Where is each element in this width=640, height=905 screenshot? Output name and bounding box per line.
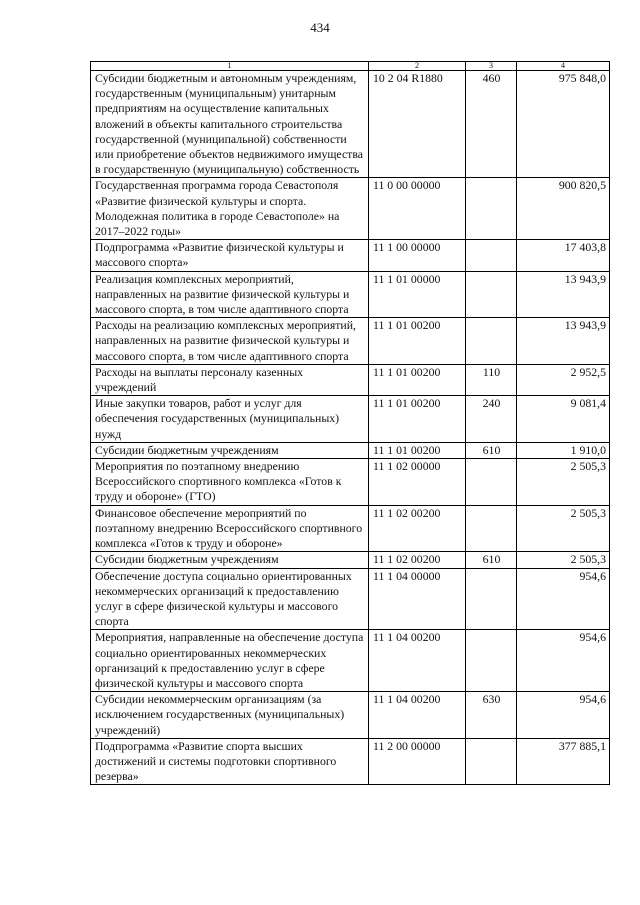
table-row xyxy=(91,318,610,365)
table-row xyxy=(91,240,610,271)
target-code: 10 2 04 R1880 xyxy=(369,71,466,178)
amount: 900 820,5 xyxy=(517,178,610,240)
expense-type xyxy=(466,178,517,240)
amount: 2 505,3 xyxy=(517,505,610,552)
table-row xyxy=(91,692,610,739)
table-row xyxy=(91,459,610,506)
target-code: 11 1 01 00200 xyxy=(369,442,466,458)
item-name: Субсидии бюджетным и автономным учреждениям, государственным (муниципальным) унитарным предприятиям на осуществление капитальных вложений в объекты капитального строительства государственной (муниципальной) собственности или приобретение объектов недвижимого имущества в государственную (муниципальную) собственность xyxy=(91,71,369,178)
target-code: 11 1 02 00200 xyxy=(369,552,466,568)
item-name: Иные закупки товаров, работ и услуг для обеспечения государственных (муниципальных) нужд xyxy=(91,396,369,443)
expense-type: 240 xyxy=(466,396,517,443)
target-code: 11 1 02 00200 xyxy=(369,505,466,552)
amount: 377 885,1 xyxy=(517,738,610,785)
item-name: Субсидии некоммерческим организациям (за исключением государственных (муниципальных) учреждений) xyxy=(91,692,369,739)
target-code: 11 0 00 00000 xyxy=(369,178,466,240)
table-row xyxy=(91,396,610,443)
budget-table xyxy=(90,61,610,785)
expense-type: 610 xyxy=(466,552,517,568)
amount: 2 505,3 xyxy=(517,459,610,506)
table-row xyxy=(91,738,610,785)
item-name: Обеспечение доступа социально ориентированных некоммерческих организаций к предоставлению услуг в сфере физической культуры и массового спорта xyxy=(91,568,369,630)
table-row xyxy=(91,271,610,318)
table-row xyxy=(91,630,610,692)
target-code: 11 2 00 00000 xyxy=(369,738,466,785)
amount: 13 943,9 xyxy=(517,318,610,365)
table-row xyxy=(91,71,610,178)
table-row xyxy=(91,568,610,630)
expense-type xyxy=(466,568,517,630)
expense-type xyxy=(466,271,517,318)
target-code: 11 1 00 00000 xyxy=(369,240,466,271)
amount: 954,6 xyxy=(517,568,610,630)
item-name: Расходы на выплаты персоналу казенных учреждений xyxy=(91,364,369,395)
target-code: 11 1 04 00200 xyxy=(369,630,466,692)
amount: 954,6 xyxy=(517,630,610,692)
item-name: Расходы на реализацию комплексных мероприятий, направленных на развитие физической культуры и массового спорта, в том числе адаптивного спорта xyxy=(91,318,369,365)
amount: 9 081,4 xyxy=(517,396,610,443)
item-name: Государственная программа города Севастополя «Развитие физической культуры и спорта. Молодежная политика в городе Севастополе» на 2017–2022 годы» xyxy=(91,178,369,240)
item-name: Мероприятия по поэтапному внедрению Всероссийского спортивного комплекса «Готов к труду и обороне» (ГТО) xyxy=(91,459,369,506)
target-code: 11 1 01 00200 xyxy=(369,364,466,395)
amount: 1 910,0 xyxy=(517,442,610,458)
expense-type: 460 xyxy=(466,71,517,178)
expense-type: 610 xyxy=(466,442,517,458)
item-name: Мероприятия, направленные на обеспечение доступа социально ориентированных некоммерческих организаций к предоставлению услуг в сфере физической культуры и массового спорта xyxy=(91,630,369,692)
expense-type xyxy=(466,318,517,365)
item-name: Субсидии бюджетным учреждениям xyxy=(91,442,369,458)
target-code: 11 1 01 00000 xyxy=(369,271,466,318)
column-number: 4 xyxy=(517,62,610,71)
item-name: Реализация комплексных мероприятий, направленных на развитие физической культуры и массового спорта, в том числе адаптивного спорта xyxy=(91,271,369,318)
target-code: 11 1 04 00000 xyxy=(369,568,466,630)
column-number: 3 xyxy=(466,62,517,71)
table-row xyxy=(91,364,610,395)
expense-type xyxy=(466,505,517,552)
amount: 975 848,0 xyxy=(517,71,610,178)
column-number: 1 xyxy=(91,62,369,71)
item-name: Субсидии бюджетным учреждениям xyxy=(91,552,369,568)
expense-type xyxy=(466,240,517,271)
table-row xyxy=(91,442,610,458)
column-number-row xyxy=(91,62,610,71)
target-code: 11 1 02 00000 xyxy=(369,459,466,506)
column-number: 2 xyxy=(369,62,466,71)
amount: 17 403,8 xyxy=(517,240,610,271)
expense-type: 110 xyxy=(466,364,517,395)
page-number: 434 xyxy=(310,20,330,35)
amount: 954,6 xyxy=(517,692,610,739)
table-row xyxy=(91,552,610,568)
target-code: 11 1 04 00200 xyxy=(369,692,466,739)
amount: 2 505,3 xyxy=(517,552,610,568)
target-code: 11 1 01 00200 xyxy=(369,396,466,443)
amount: 13 943,9 xyxy=(517,271,610,318)
table-row xyxy=(91,505,610,552)
expense-type xyxy=(466,738,517,785)
expense-type: 630 xyxy=(466,692,517,739)
amount: 2 952,5 xyxy=(517,364,610,395)
table-row xyxy=(91,178,610,240)
item-name: Подпрограмма «Развитие спорта высших достижений и системы подготовки спортивного резерва» xyxy=(91,738,369,785)
target-code: 11 1 01 00200 xyxy=(369,318,466,365)
item-name: Подпрограмма «Развитие физической культуры и массового спорта» xyxy=(91,240,369,271)
expense-type xyxy=(466,459,517,506)
item-name: Финансовое обеспечение мероприятий по поэтапному внедрению Всероссийского спортивного комплекса «Готов к труду и обороне» xyxy=(91,505,369,552)
expense-type xyxy=(466,630,517,692)
